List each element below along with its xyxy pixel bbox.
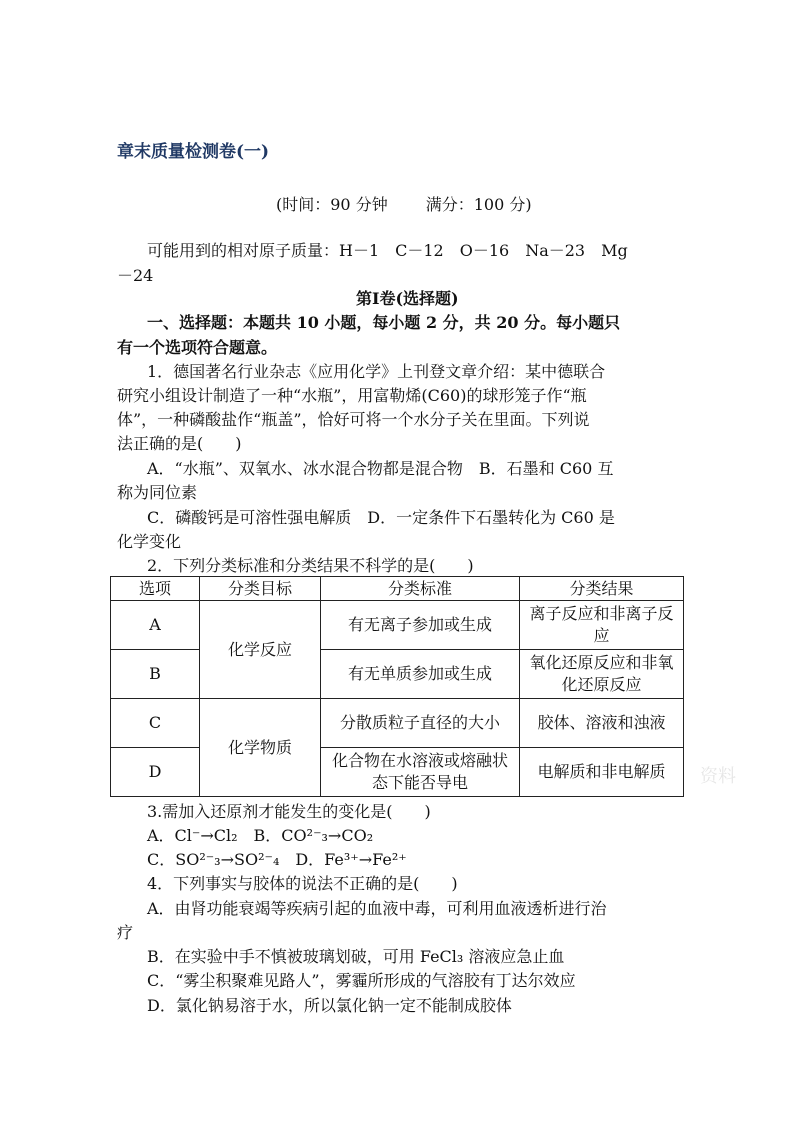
table-cell: 有无离子参加或生成 (321, 601, 520, 650)
classification-table (110, 576, 684, 797)
table-cell: 化学物质 (200, 699, 321, 797)
q4-option-d: D．氯化钠易溶于水，所以氯化钠一定不能制成胶体 (147, 996, 512, 1015)
atomic-masses-line1: 可能用到的相对原子质量：H－1 C－12 O－16 Na－23 Mg (147, 241, 628, 260)
q3-stem: 3.需加入还原剂才能发生的变化是( ) (147, 802, 431, 821)
table-cell: D (111, 748, 200, 797)
table-header-cell: 分类标准 (321, 577, 520, 601)
q1-option-d-cont: 化学变化 (117, 532, 182, 551)
q1-option-cd: C．磷酸钙是可溶性强电解质 D．一定条件下石墨转化为 C60 是 (147, 508, 615, 527)
q1-stem-line2: 研究小组设计制造了一种“水瓶”，用富勒烯(C60)的球形笼子作“瓶 (117, 386, 587, 405)
part1-line2: 有一个选项符合题意。 (117, 338, 278, 357)
table-cell: B (111, 650, 200, 699)
table-header-cell: 分类目标 (200, 577, 321, 601)
q1-option-ab: A．“水瓶”、双氧水、冰水混合物都是混合物 B．石墨和 C60 互 (147, 459, 614, 478)
table-cell: 化合物在水溶液或熔融状态下能否导电 (321, 748, 520, 797)
score-label: 满分：100 分) (425, 195, 532, 214)
table-row (111, 699, 684, 748)
q1-option-b-cont: 称为同位素 (117, 483, 198, 502)
table-cell: 化学反应 (200, 601, 321, 699)
table-cell: 氧化还原反应和非氧化还原反应 (520, 650, 684, 699)
table-cell: 离子反应和非离子反应 (520, 601, 684, 650)
table-cell: A (111, 601, 200, 650)
table-header-cell: 分类结果 (520, 577, 684, 601)
watermark: 资料 (700, 766, 736, 787)
q2-stem: 2．下列分类标准和分类结果不科学的是( ) (147, 556, 474, 575)
table-row (111, 601, 684, 650)
time-label: (时间：90 分钟 (276, 195, 388, 214)
table-header-row (111, 577, 684, 601)
q4-option-c: C．“雾尘积聚难见路人”，雾霾所形成的气溶胶有丁达尔效应 (147, 971, 576, 990)
table-header-cell: 选项 (111, 577, 200, 601)
q4-option-b: B．在实验中手不慎被玻璃划破，可用 FeCl₃ 溶液应急止血 (147, 947, 565, 966)
q4-stem: 4．下列事实与胶体的说法不正确的是( ) (147, 874, 458, 893)
q4-option-a: A．由肾功能衰竭等疾病引起的血液中毒，可利用血液透析进行治 (147, 899, 607, 918)
table-cell: 胶体、溶液和浊液 (520, 699, 684, 748)
table-row (111, 748, 684, 797)
q3-option-cd: C．SO²⁻₃→SO²⁻₄ D．Fe³⁺→Fe²⁺ (147, 850, 407, 869)
q3-option-ab: A．Cl⁻→Cl₂ B．CO²⁻₃→CO₂ (147, 826, 374, 845)
table-row (111, 650, 684, 699)
q1-stem-line3: 体”，一种磷酸盐作“瓶盖”，恰好可将一个水分子关在里面。下列说 (117, 410, 590, 429)
part1-line1: 一、选择题：本题共 10 小题，每小题 2 分，共 20 分。每小题只 (147, 313, 621, 332)
section-title: 第Ⅰ卷(选择题) (356, 289, 459, 308)
exam-time-score (276, 194, 532, 216)
atomic-masses-line2: －24 (117, 266, 154, 285)
table-cell: 电解质和非电解质 (520, 748, 684, 797)
table-cell: 有无单质参加或生成 (321, 650, 520, 699)
q1-stem-line4: 法正确的是( ) (117, 434, 242, 453)
q4-option-a-cont: 疗 (117, 923, 134, 942)
page-title: 章末质量检测卷(一) (117, 142, 270, 162)
table-cell: C (111, 699, 200, 748)
q1-stem-line1: 1．德国著名行业杂志《应用化学》上刊登文章介绍：某中德联合 (147, 362, 606, 381)
table-cell: 分散质粒子直径的大小 (321, 699, 520, 748)
